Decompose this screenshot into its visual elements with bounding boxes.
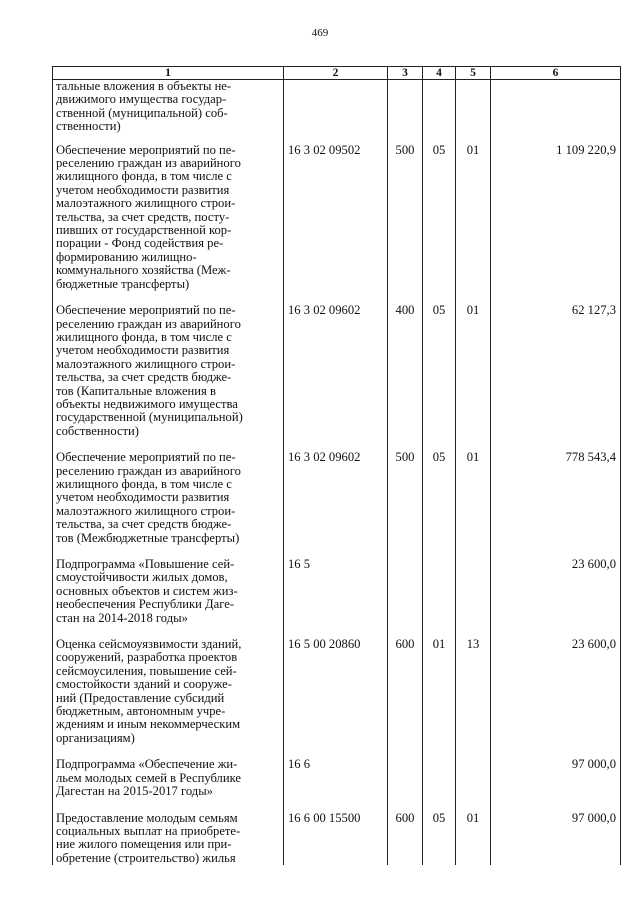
row-description — [53, 812, 284, 866]
description-line: ний (Предоставление субсидий — [56, 690, 225, 705]
description-line: тельства, за счет средств бюдже- — [56, 370, 232, 385]
row-column-5: 01 — [456, 304, 491, 451]
row-description — [53, 451, 284, 558]
description-line: коммунального хозяйства (Меж- — [56, 263, 231, 278]
row-column-5: 01 — [456, 812, 491, 866]
row-column-5: 01 — [456, 144, 491, 304]
description-line: учетом необходимости развития — [56, 343, 230, 358]
budget-table — [52, 66, 621, 865]
row-column-3 — [388, 80, 423, 144]
row-column-5 — [456, 758, 491, 811]
table-row — [53, 80, 621, 144]
row-code: 16 5 — [284, 558, 388, 638]
description-line: бюджетные трансферты) — [56, 276, 190, 291]
row-column-4: 05 — [423, 304, 456, 451]
row-description — [53, 144, 284, 304]
description-line: необеспечения Республики Даге- — [56, 597, 235, 612]
table-row — [53, 638, 621, 758]
table-row — [53, 558, 621, 638]
description-line: сооружений, разработка проектов — [56, 650, 238, 665]
description-line: Дагестан на 2015-2017 годы» — [56, 784, 213, 799]
description-line: Подпрограмма «Обеспечение жи- — [56, 757, 238, 772]
row-code: 16 6 00 15500 — [284, 812, 388, 866]
row-description — [53, 80, 284, 144]
row-description — [53, 558, 284, 638]
column-header-6: 6 — [491, 67, 621, 80]
description-line: малоэтажного жилищного строи- — [56, 503, 236, 518]
description-line: движимого имущества государ- — [56, 92, 227, 107]
row-column-3: 400 — [388, 304, 423, 451]
description-line: ственной (муниципальной) соб- — [56, 105, 228, 120]
row-code: 16 3 02 09602 — [284, 304, 388, 451]
description-line: учетом необходимости развития — [56, 182, 230, 197]
row-column-4 — [423, 80, 456, 144]
description-line: пивших от государственной кор- — [56, 223, 232, 238]
description-line: Предоставление молодым семьям — [56, 810, 238, 825]
table-row — [53, 451, 621, 558]
description-line: ждениям и иным некоммерческим — [56, 717, 241, 732]
description-line: стан на 2014-2018 годы» — [56, 610, 188, 625]
description-line: собственности) — [56, 423, 139, 438]
description-line: реселению граждан из аварийного — [56, 316, 241, 331]
description-line: обретение (строительство) жилья — [56, 850, 236, 865]
description-line: реселению граждан из аварийного — [56, 156, 241, 171]
column-header-4: 4 — [423, 67, 456, 80]
description-line: учетом необходимости развития — [56, 490, 230, 505]
description-line: жилищного фонда, в том числе с — [56, 329, 232, 344]
row-description — [53, 638, 284, 758]
description-line: жилищного фонда, в том числе с — [56, 476, 232, 491]
description-line: организациям) — [56, 730, 135, 745]
description-line: тельства, за счет средств бюдже- — [56, 517, 232, 532]
table-row — [53, 812, 621, 866]
row-column-3: 500 — [388, 451, 423, 558]
row-column-3 — [388, 758, 423, 811]
row-column-5: 01 — [456, 451, 491, 558]
description-line: ние жилого помещения или при- — [56, 837, 232, 852]
table-row — [53, 304, 621, 451]
column-header-1: 1 — [53, 67, 284, 80]
row-description — [53, 758, 284, 811]
row-column-3 — [388, 558, 423, 638]
description-line: государственной (муниципальной) — [56, 410, 243, 425]
row-column-5 — [456, 80, 491, 144]
description-line: смоустойчивости жилых домов, — [56, 570, 228, 585]
row-code: 16 3 02 09602 — [284, 451, 388, 558]
row-column-5: 13 — [456, 638, 491, 758]
row-column-4 — [423, 758, 456, 811]
description-line: Обеспечение мероприятий по пе- — [56, 303, 236, 318]
row-column-3: 600 — [388, 812, 423, 866]
description-line: бюджетным, автономным учре- — [56, 704, 226, 719]
row-code: 16 3 02 09502 — [284, 144, 388, 304]
row-amount: 23 600,0 — [491, 558, 621, 638]
description-line: Обеспечение мероприятий по пе- — [56, 450, 236, 465]
description-line: ственности) — [56, 119, 121, 134]
row-amount: 1 109 220,9 — [491, 144, 621, 304]
table-row — [53, 758, 621, 811]
row-code: 16 5 00 20860 — [284, 638, 388, 758]
description-line: Обеспечение мероприятий по пе- — [56, 142, 236, 157]
description-line: формированию жилищно- — [56, 249, 197, 264]
description-line: Подпрограмма «Повышение сей- — [56, 557, 235, 571]
row-code: 16 6 — [284, 758, 388, 811]
row-amount: 23 600,0 — [491, 638, 621, 758]
description-line: смостойкости зданий и сооруже- — [56, 677, 232, 692]
column-header-5: 5 — [456, 67, 491, 80]
description-line: льем молодых семей в Республике — [56, 770, 241, 785]
description-line: реселению граждан из аварийного — [56, 463, 241, 478]
row-column-4: 05 — [423, 144, 456, 304]
description-line: тальные вложения в объекты не- — [56, 79, 232, 93]
row-column-4: 01 — [423, 638, 456, 758]
description-line: малоэтажного жилищного строи- — [56, 196, 236, 211]
description-line: малоэтажного жилищного строи- — [56, 356, 236, 371]
description-line: основных объектов и систем жиз- — [56, 583, 238, 598]
description-line: жилищного фонда, в том числе с — [56, 169, 232, 184]
table-header-row — [53, 67, 621, 80]
description-line: социальных выплат на приобрете- — [56, 823, 241, 838]
column-header-3: 3 — [388, 67, 423, 80]
description-line: тов (Межбюджетные трансферты) — [56, 530, 240, 545]
row-amount — [491, 80, 621, 144]
row-column-3: 600 — [388, 638, 423, 758]
row-amount: 62 127,3 — [491, 304, 621, 451]
description-line: сейсмоусиления, повышение сей- — [56, 663, 237, 678]
row-code — [284, 80, 388, 144]
row-column-4: 05 — [423, 451, 456, 558]
description-line: объекты недвижимого имущества — [56, 396, 238, 411]
page-number: 469 — [311, 27, 329, 39]
row-description — [53, 304, 284, 451]
description-line: тов (Капитальные вложения в — [56, 383, 216, 398]
row-amount: 97 000,0 — [491, 758, 621, 811]
table-body — [53, 80, 621, 866]
description-line: тельства, за счет средств, посту- — [56, 209, 230, 224]
table-row — [53, 144, 621, 304]
row-amount: 97 000,0 — [491, 812, 621, 866]
row-column-5 — [456, 558, 491, 638]
column-header-2: 2 — [284, 67, 388, 80]
description-line: Оценка сейсмоуязвимости зданий, — [56, 637, 242, 652]
row-amount: 778 543,4 — [491, 451, 621, 558]
row-column-4: 05 — [423, 812, 456, 866]
row-column-4 — [423, 558, 456, 638]
description-line: порации - Фонд содействия ре- — [56, 236, 224, 251]
row-column-3: 500 — [388, 144, 423, 304]
